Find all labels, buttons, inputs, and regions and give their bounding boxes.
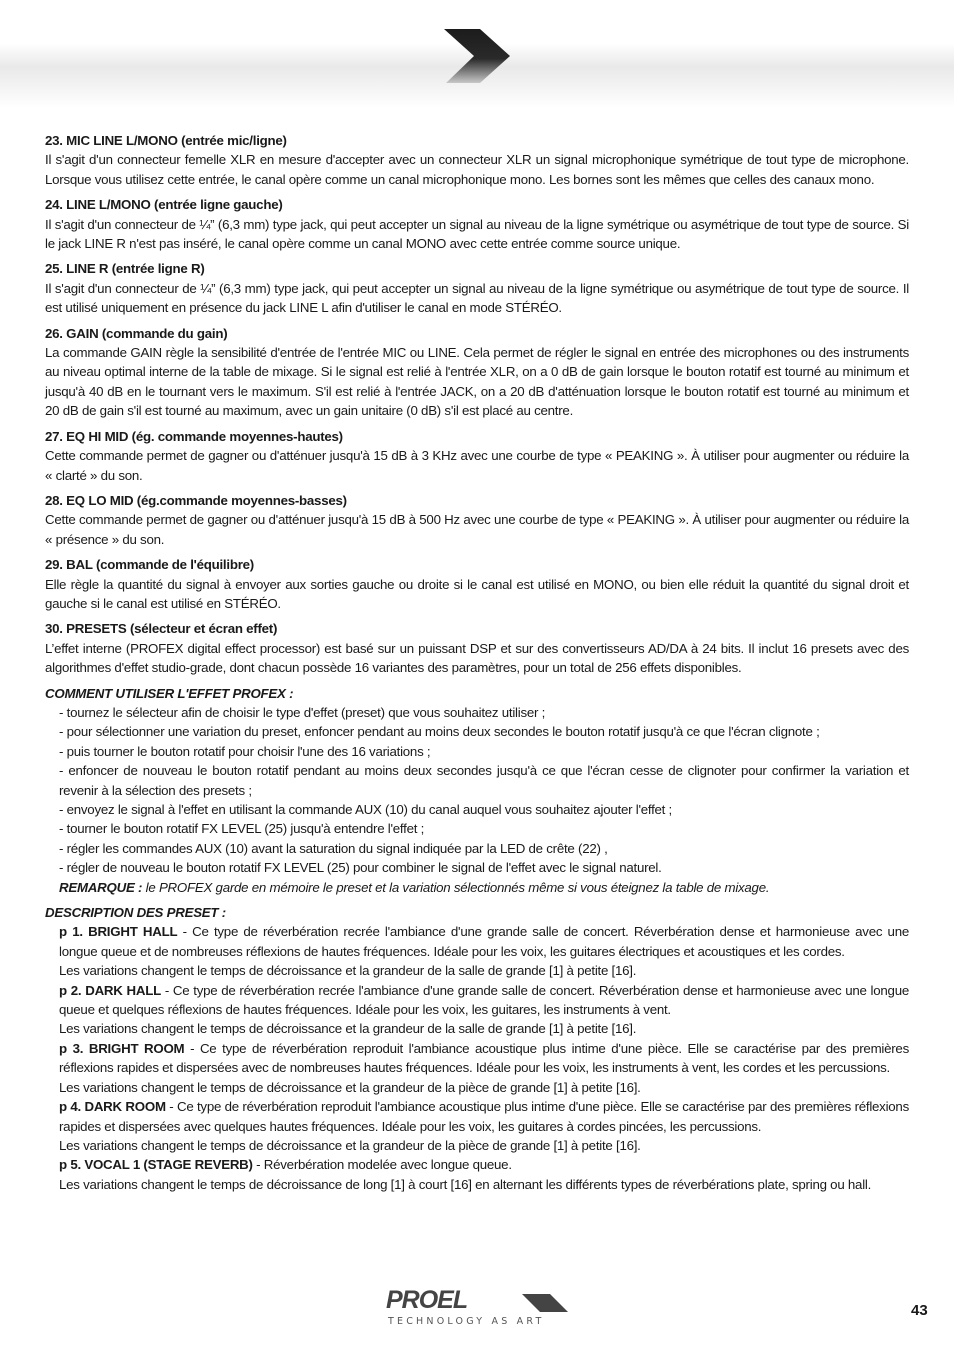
- howto-step: - tourner le bouton rotatif FX LEVEL (25) jusqu'à entendre l'effet ;: [59, 821, 425, 837]
- preset-description: [45, 1097, 909, 1136]
- section-body: Cette commande permet de gagner ou d'atténuer jusqu'à 15 dB à 500 Hz avec une courbe de type « PEAKING ». À utiliser pour augmenter ou réduire la « présence » du son.: [45, 512, 909, 547]
- preset-name: p 5. VOCAL 1 (STAGE REVERB): [59, 1157, 253, 1173]
- preset-variations: Les variations changent le temps de décroissance et la grandeur de la pièce de grande [1] à petite [16].: [59, 1079, 641, 1095]
- howto-step: - envoyez le signal à l'effet en utilisant la commande AUX (10) du canal auquel vous souhaitez ajouter l'effet ;: [59, 802, 673, 817]
- preset-variations: Les variations changent le temps de décroissance de long [1] à court [16] en alternant les différents types de réverbérations plate, spring ou hall.: [59, 1176, 872, 1192]
- section-25: [45, 259, 909, 317]
- section-body: Il s'agit d'un connecteur femelle XLR en mesure d'accepter avec un connecteur XLR un signal microphonique symétrique de tout type de microphone. Lorsque vous utilisez cette entrée, le canal opère comme un canal microphonique mono. Les bornes sont les mêmes que celles des canaux mono.: [45, 152, 909, 187]
- preset-name: p 4. DARK ROOM: [59, 1099, 166, 1115]
- section-title: 24. LINE L/MONO (entrée ligne gauche): [45, 197, 283, 213]
- howto-step: - pour sélectionner une variation du preset, enfoncer pendant au moins deux secondes le bouton rotatif jusqu'à ce que l'écran clignote ;: [59, 724, 820, 740]
- section-26: [45, 324, 909, 421]
- preset-name: p 2. DARK HALL: [59, 982, 161, 998]
- section-title: 25. LINE R (entrée ligne R): [45, 261, 205, 277]
- section-title: 23. MIC LINE L/MONO (entrée mic/ligne): [45, 133, 287, 148]
- section-29: [45, 555, 909, 613]
- howto-step: - tournez le sélecteur afin de choisir le type d'effet (preset) que vous souhaitez utiliser ;: [59, 704, 546, 720]
- preset-desc: - Ce type de réverbération reproduit l'ambiance acoustique plus intime d'une pièce. Elle se caractérise par des premières réflexions rapides et dispersées avec de nombreuses hautes fréquences. Idéale pour les voix, les instruments à vent, les cordes et les percussions.: [59, 1040, 909, 1076]
- section-body: Elle règle la quantité du signal à envoyer aux sorties gauche ou droite si le canal est utilisé en MONO, ou bien elle réduit la quantité du signal droit et gauche si le canal est utilisé en STÉRÉO.: [45, 576, 909, 611]
- section-body: Il s'agit d'un connecteur de ¼” (6,3 mm) type jack, qui peut accepter un signal au niveau de la ligne symétrique ou asymétrique de tout type de source. Il est utilisé uniquement en présence du jack LINE L afin d'utiliser le canal en mode STÉRÉO.: [45, 280, 909, 316]
- preset-desc: - Réverbération modelée avec longue queue.: [252, 1157, 512, 1173]
- howto-step: - puis tourner le bouton rotatif pour choisir l'une des 16 variations ;: [59, 743, 431, 759]
- preset-desc: - Ce type de réverbération recrée l'ambiance d'une grande salle de concert. Réverbération dense et harmonieuse avec une longue queue et quelques réflexions de hautes fréquences. Idéale pour les voix, les guitares, les instruments à vent.: [59, 982, 909, 1018]
- preset-desc: - Ce type de réverbération recrée l'ambiance d'une grande salle de concert. Réverbération dense et harmonieuse avec une longue queue et de nombreuses réflexions de hautes fréquences. Idéale pour les voix, les guitares électriques et acoustiques et les cordes.: [59, 924, 909, 959]
- preset-description: [45, 1039, 909, 1078]
- preset-description: [45, 981, 909, 1020]
- section-title: 30. PRESETS (sélecteur et écran effet): [45, 621, 278, 637]
- howto-step: - enfoncer de nouveau le bouton rotatif pendant au moins deux secondes jusqu'à ce que l'écran cesse de clignoter pour confirmer la variation et revenir à la sélection des presets ;: [59, 763, 909, 798]
- section-27: [45, 427, 909, 485]
- howto-title: COMMENT UTILISER L'EFFET PROFEX :: [45, 685, 294, 701]
- section-body: Il s'agit d'un connecteur de ¼” (6,3 mm) type jack, qui peut accepter un signal au niveau de la ligne symétrique ou asymétrique de tout type de source. Si le jack LINE R n'est pas inséré, le canal opère comme un canal MONO avec cette entrée comme source unique.: [45, 216, 909, 252]
- preset-desc: - Ce type de réverbération reproduit l'ambiance acoustique plus intime d'une pièce. Elle se caractérise par des premières réflexions rapides et dispersées avec quelques hautes fréquences. Idéale pour les voix, les guitares à cordes pincées, les percussions.: [59, 1099, 909, 1134]
- page-number: 43: [911, 1302, 928, 1319]
- preset-description: [45, 1155, 909, 1174]
- section-title: 26. GAIN (commande du gain): [45, 325, 228, 341]
- proel-logo: [386, 1286, 571, 1335]
- logo-tagline: TECHNOLOGY AS ART: [388, 1316, 545, 1327]
- section-body: La commande GAIN règle la sensibilité d'entrée de l'entrée MIC ou LINE. Cela permet de régler le signal en entrée des microphones ou des instruments au niveau optimal interne de la table de mixage. Si le signal est relié à l'entrée XLR, on a 0 dB de gain lorsque le bouton rotatif est tourné au minimum et jusqu'à 40 dB en le tournant vers le maximum. S'il est relié à l'entrée JACK, on a 20 dB d'atténuation lorsque le bouton rotatif est tourné au minimum et 20 dB de gain s'il est tourné au maximum, avec un gain unitaire (0 dB) s'il est placé au centre.: [45, 345, 909, 419]
- section-28: [45, 491, 909, 549]
- preset-name: p 1. BRIGHT HALL: [59, 924, 178, 940]
- preset-description: [45, 922, 909, 961]
- presets-title: DESCRIPTION DES PRESET :: [45, 905, 226, 921]
- section-body: L’effet interne (PROFEX digital effect processor) est basé sur un puissant DSP et sur des convertisseurs AD/DA à 24 bits. Il inclut 16 presets avec des algorithmes d'effet studio-grade, dont chacun possède 16 variantes des paramètres, pour un total de 256 effets disponibles.: [45, 640, 909, 676]
- howto-step: - régler les commandes AUX (10) avant la saturation du signal indiquée par la LED de crête (22) ,: [59, 840, 608, 856]
- preset-variations: Les variations changent le temps de décroissance et la grandeur de la salle de grande [1] à petite [16].: [59, 963, 637, 979]
- preset-variations: Les variations changent le temps de décroissance et la grandeur de la pièce de grande [1] à petite [16].: [59, 1137, 641, 1153]
- preset-variations: Les variations changent le temps de décroissance et la grandeur de la salle de grande [1] à petite [16].: [59, 1021, 637, 1037]
- section-title: 27. EQ HI MID (ég. commande moyennes-hautes): [45, 428, 343, 444]
- presets-section: [45, 903, 909, 1194]
- section-title: 28. EQ LO MID (ég.commande moyennes-basses): [45, 492, 347, 508]
- howto-step: - régler de nouveau le bouton rotatif FX LEVEL (25) pour combiner le signal de l'effet avec le signal naturel.: [59, 860, 662, 876]
- section-body: Cette commande permet de gagner ou d'atténuer jusqu'à 15 dB à 3 KHz avec une courbe de type « PEAKING ». À utiliser pour augmenter ou réduire la « clarté » du son.: [45, 448, 909, 483]
- remark: [45, 878, 909, 897]
- section-30: [45, 619, 909, 677]
- howto-section: [45, 684, 909, 897]
- preset-name: p 3. BRIGHT ROOM: [59, 1040, 185, 1056]
- chevron-arrow-icon: [440, 28, 512, 84]
- logo-wordmark: PROEL: [386, 1286, 468, 1314]
- manual-content: [45, 131, 909, 1194]
- section-23: [45, 131, 909, 189]
- logo-chevron-icon: [522, 1293, 570, 1313]
- remark-text: le PROFEX garde en mémoire le preset et la variation sélectionnés même si vous éteignez la table de mixage.: [142, 879, 770, 895]
- section-title: 29. BAL (commande de l'équilibre): [45, 557, 254, 573]
- section-24: [45, 195, 909, 253]
- remark-label: REMARQUE :: [59, 879, 143, 895]
